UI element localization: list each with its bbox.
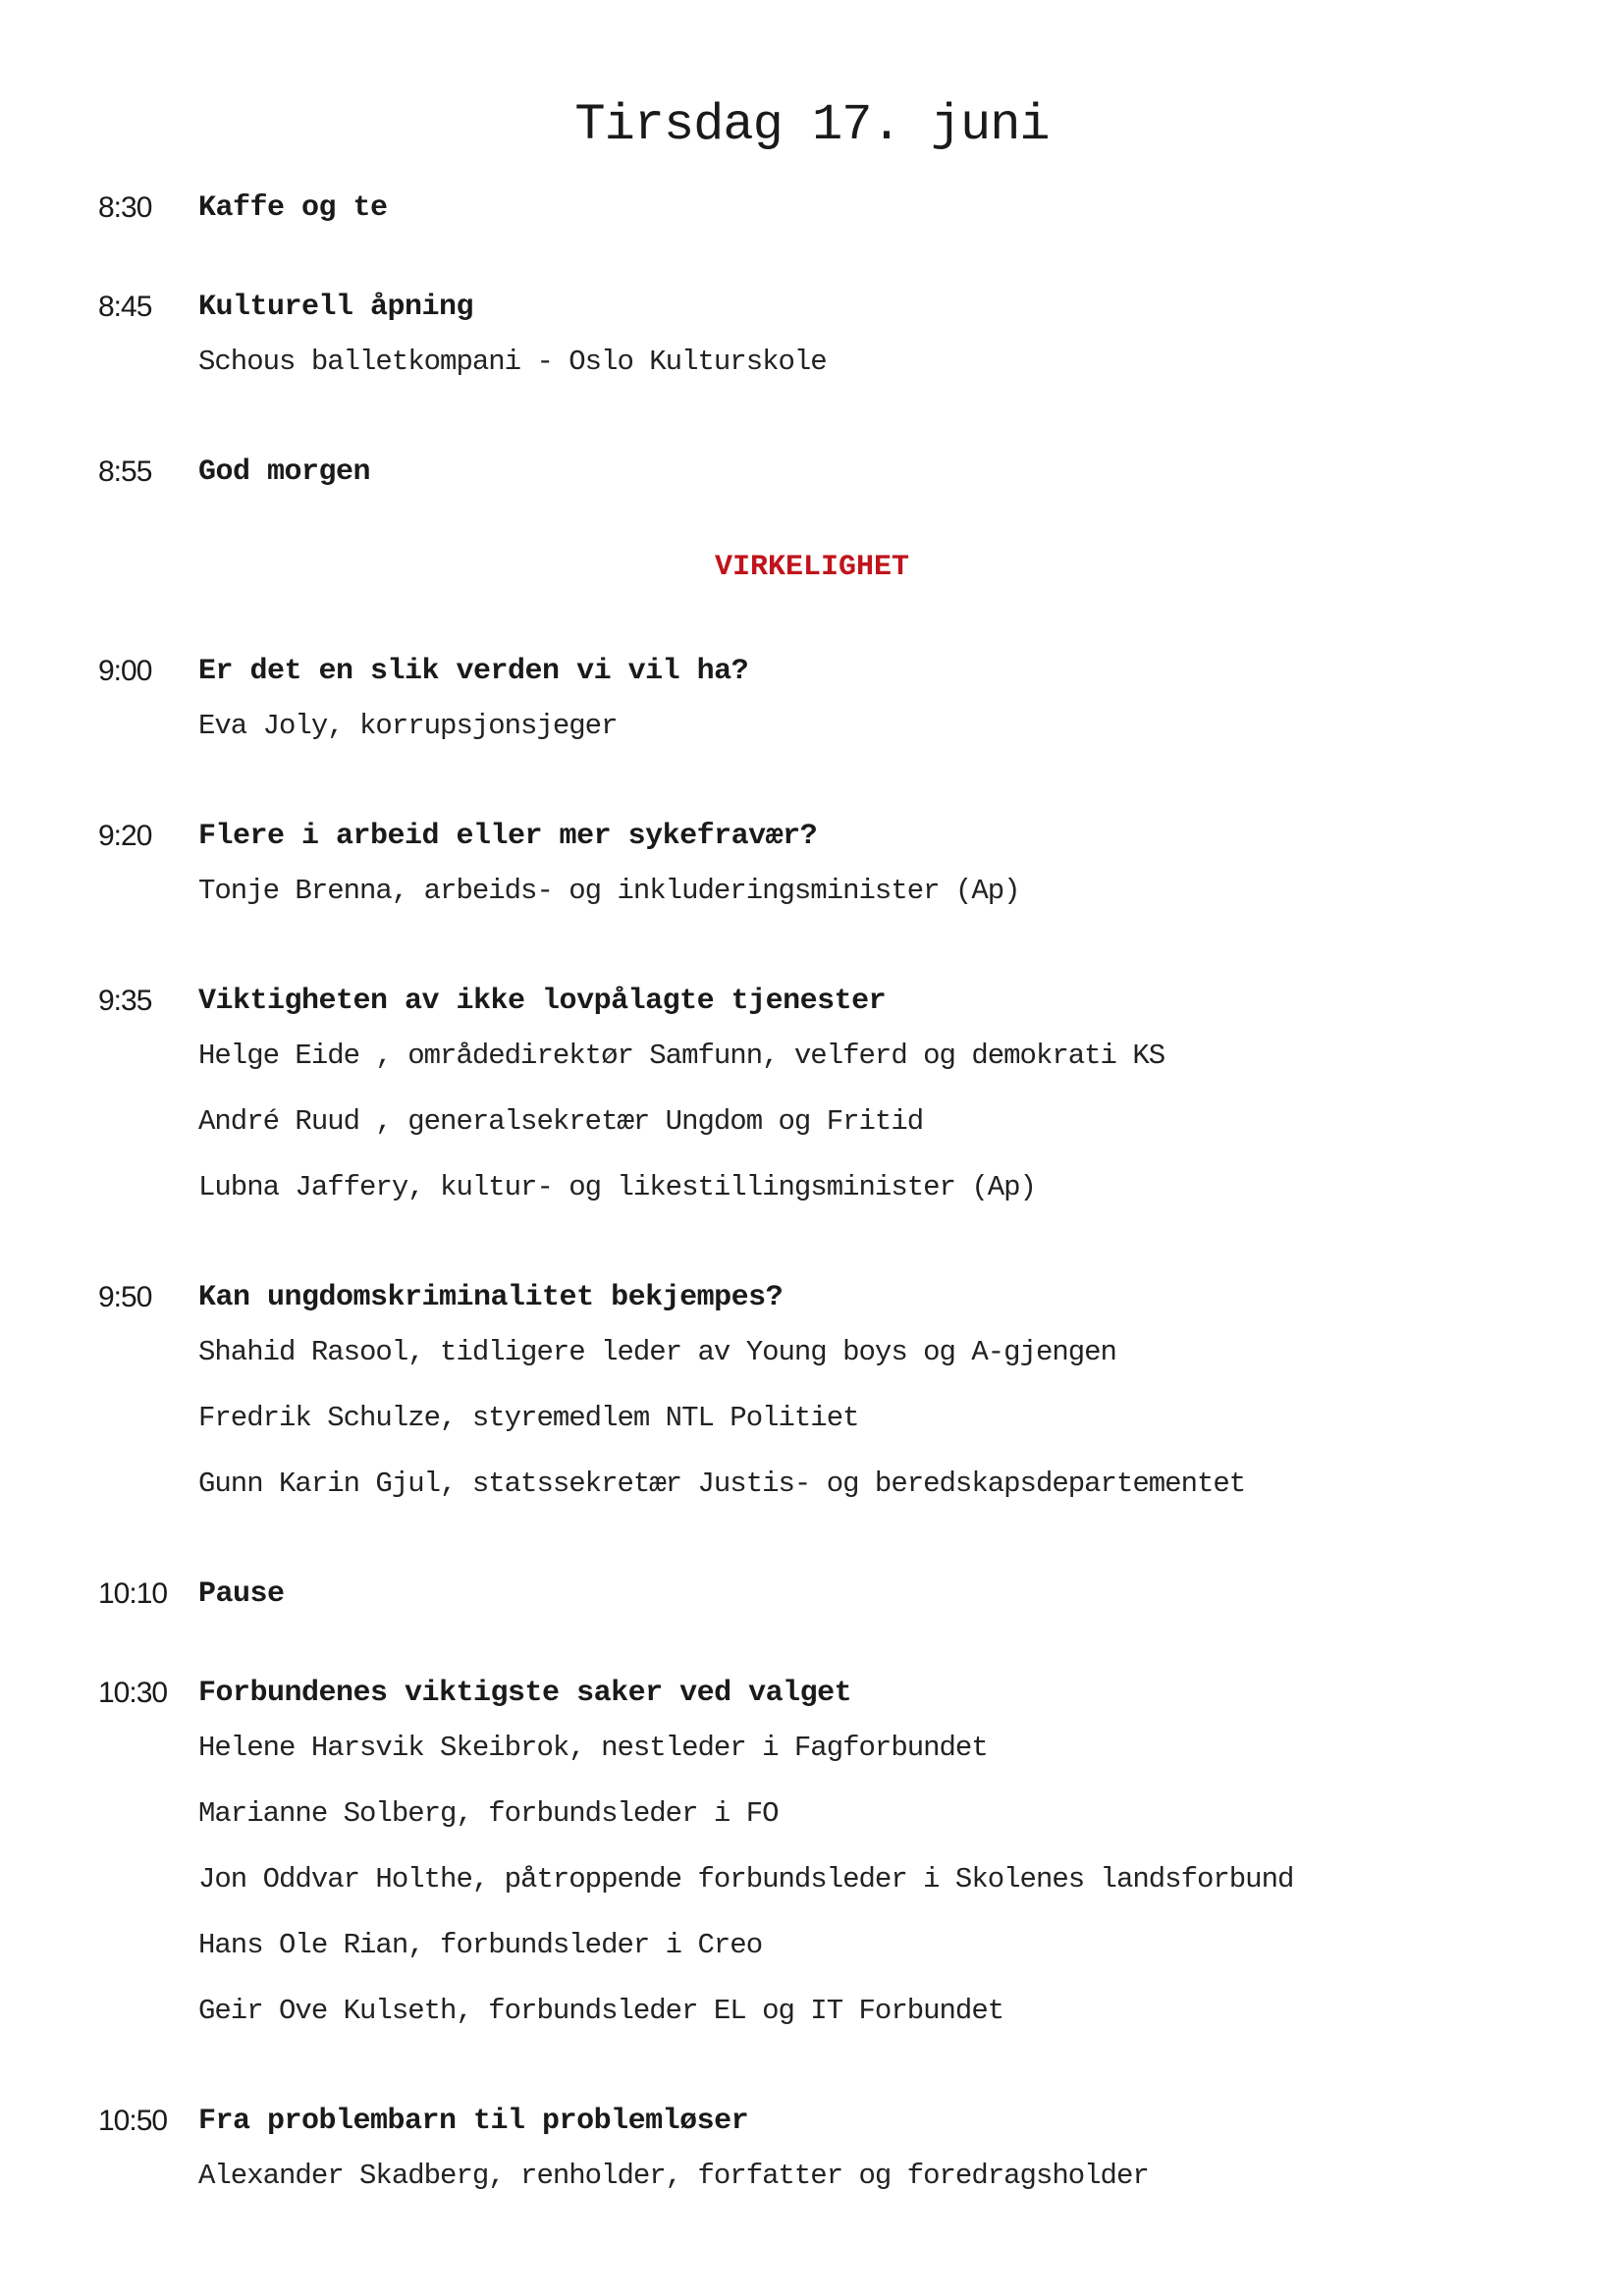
speaker-line: André Ruud , generalsekretær Ungdom og Fritid bbox=[198, 1105, 924, 1138]
agenda-title: Kan ungdomskriminalitet bekjempes? bbox=[198, 1281, 784, 1314]
page-title: Tirsdag 17. juni bbox=[574, 96, 1050, 154]
agenda-title: Flere i arbeid eller mer sykefravær? bbox=[198, 820, 818, 853]
speaker-line: Schous balletkompani - Oslo Kulturskole bbox=[198, 346, 827, 378]
speaker-line: Jon Oddvar Holthe, påtroppende forbundsleder i Skolenes landsforbund bbox=[198, 1863, 1294, 1896]
agenda-title: Kaffe og te bbox=[198, 191, 388, 225]
speaker-line: Fredrik Schulze, styremedlem NTL Politiet bbox=[198, 1402, 859, 1434]
speaker-line: Eva Joly, korrupsjonsjeger bbox=[198, 710, 618, 742]
agenda-time: 8:55 bbox=[98, 455, 152, 488]
agenda-item bbox=[98, 1276, 1532, 1517]
agenda-title: God morgen bbox=[198, 455, 371, 489]
speaker-line: Helge Eide , områdedirektør Samfunn, velferd og demokrati KS bbox=[198, 1040, 1165, 1072]
agenda-time: 10:30 bbox=[98, 1677, 168, 1709]
agenda-item bbox=[98, 187, 1532, 230]
agenda-time: 9:50 bbox=[98, 1281, 152, 1313]
speaker-line: Tonje Brenna, arbeids- og inkluderingsminister (Ap) bbox=[198, 875, 1020, 907]
speaker-line: Gunn Karin Gjul, statssekretær Justis- og beredskapsdepartementet bbox=[198, 1468, 1246, 1500]
agenda-item bbox=[98, 650, 1532, 759]
speaker-line: Marianne Solberg, forbundsleder i FO bbox=[198, 1797, 779, 1830]
agenda-time: 10:50 bbox=[98, 2105, 168, 2137]
agenda-item bbox=[98, 815, 1532, 924]
agenda-time: 9:00 bbox=[98, 655, 152, 687]
agenda-time: 10:10 bbox=[98, 1577, 168, 1610]
agenda-title: Fra problembarn til problemløser bbox=[198, 2105, 749, 2138]
agenda-title: Kulturell åpning bbox=[198, 291, 474, 324]
agenda-item bbox=[98, 286, 1532, 395]
speaker-line: Lubna Jaffery, kultur- og likestillingsminister (Ap) bbox=[198, 1171, 1036, 1203]
agenda-time: 8:30 bbox=[98, 191, 152, 224]
speaker-line: Shahid Rasool, tidligere leder av Young boys og A-gjengen bbox=[198, 1336, 1116, 1368]
agenda-title: Viktigheten av ikke lovpålagte tjenester bbox=[198, 985, 887, 1018]
agenda-item bbox=[98, 1573, 1532, 1616]
agenda-time: 9:35 bbox=[98, 985, 152, 1017]
agenda-item bbox=[98, 1672, 1532, 2044]
speaker-line: Helene Harsvik Skeibrok, nestleder i Fagforbundet bbox=[198, 1732, 988, 1764]
speaker-line: Hans Ole Rian, forbundsleder i Creo bbox=[198, 1929, 763, 1961]
agenda-time: 9:20 bbox=[98, 820, 152, 852]
agenda-item bbox=[98, 980, 1532, 1220]
section-heading: VIRKELIGHET bbox=[714, 551, 910, 584]
agenda-title: Forbundenes viktigste saker ved valget bbox=[198, 1677, 852, 1710]
agenda-title: Pause bbox=[198, 1577, 285, 1611]
agenda-item bbox=[98, 2100, 1532, 2209]
speaker-line: Geir Ove Kulseth, forbundsleder EL og IT Forbundet bbox=[198, 1995, 1004, 2027]
agenda-title: Er det en slik verden vi vil ha? bbox=[198, 655, 749, 688]
agenda-item bbox=[98, 451, 1532, 494]
speaker-line: Alexander Skadberg, renholder, forfatter og foredragsholder bbox=[198, 2160, 1149, 2192]
agenda-time: 8:45 bbox=[98, 291, 152, 323]
